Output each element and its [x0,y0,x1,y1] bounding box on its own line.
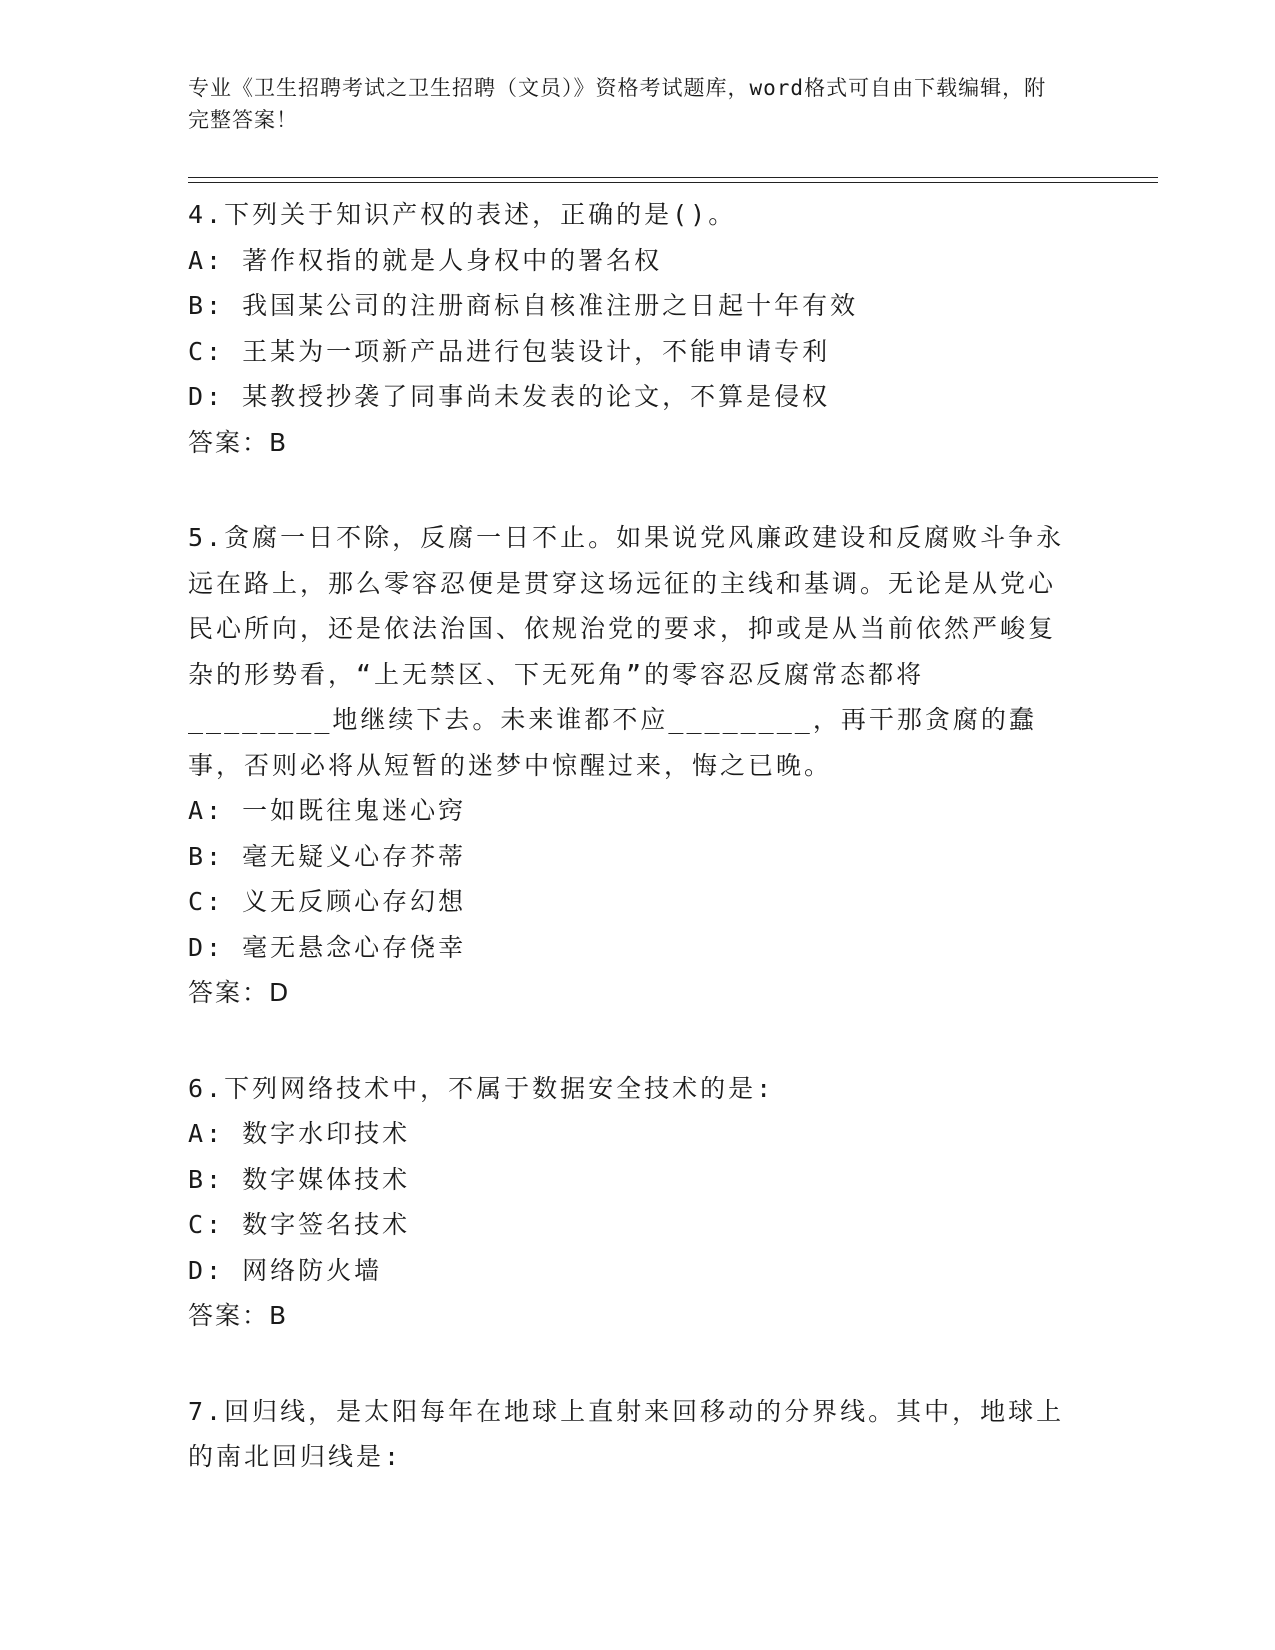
option-list [188,1111,1068,1293]
header-title: 专业《卫生招聘考试之卫生招聘（文员）》资格考试题库，word格式可自由下载编辑，附完整答案！ [188,76,1047,132]
question-stem: 6.下列网络技术中，不属于数据安全技术的是: [188,1073,775,1103]
option-d: D: 毫无悬念心存侥幸 [188,932,467,962]
answer-label: 答案：D [188,978,291,1007]
option-c: C: 义无反顾心存幻想 [188,887,467,916]
option-b: B: 毫无疑义心存芥蒂 [188,841,467,871]
option-a: A: 一如既往鬼迷心窍 [188,796,467,825]
option-a: A: 数字水印技术 [188,1119,411,1148]
option-a: A: 著作权指的就是人身权中的署名权 [188,245,663,275]
question-6 [188,1066,1068,1339]
option-list [188,238,1068,420]
option-c: C: 王某为一项新产品进行包装设计，不能申请专利 [188,336,831,366]
header-double-rule [188,177,1158,183]
option-d: D: 某教授抄袭了同事尚未发表的论文，不算是侵权 [188,382,831,411]
page-header [188,72,1068,136]
option-b: B: 我国某公司的注册商标自核准注册之日起十年有效 [188,291,859,320]
question-7 [188,1389,1068,1480]
question-stem: 7.回归线，是太阳每年在地球上直射来回移动的分界线。其中，地球上的南北回归线是: [188,1396,1065,1471]
option-d: D: 网络防火墙 [188,1255,383,1285]
question-stem: 5.贪腐一日不除，反腐一日不止。如果说党风廉政建设和反腐败斗争永远在路上，那么零容忍便是贯穿这场远征的主线和基调。无论是从党心民心所向，还是依法治国、依规治党的要求，抑或是从当前依然严峻复杂的形势看，“上无禁区、下无死角”的零容忍反腐常态都将________地继续下去。未来谁都不应________，再干那贪腐的蠢事，否则必将从短暂的迷梦中惊醒过来，悔之已晚。 [188,523,1065,780]
option-list [188,788,1068,970]
question-list [188,192,1068,1530]
option-c: C: 数字签名技术 [188,1210,411,1239]
question-stem: 4.下列关于知识产权的表述，正确的是()。 [188,200,737,229]
question-5 [188,515,1068,1016]
answer-label: 答案：B [188,427,289,457]
option-b: B: 数字媒体技术 [188,1164,411,1194]
question-4 [188,192,1068,465]
answer-label: 答案：B [188,1301,289,1330]
